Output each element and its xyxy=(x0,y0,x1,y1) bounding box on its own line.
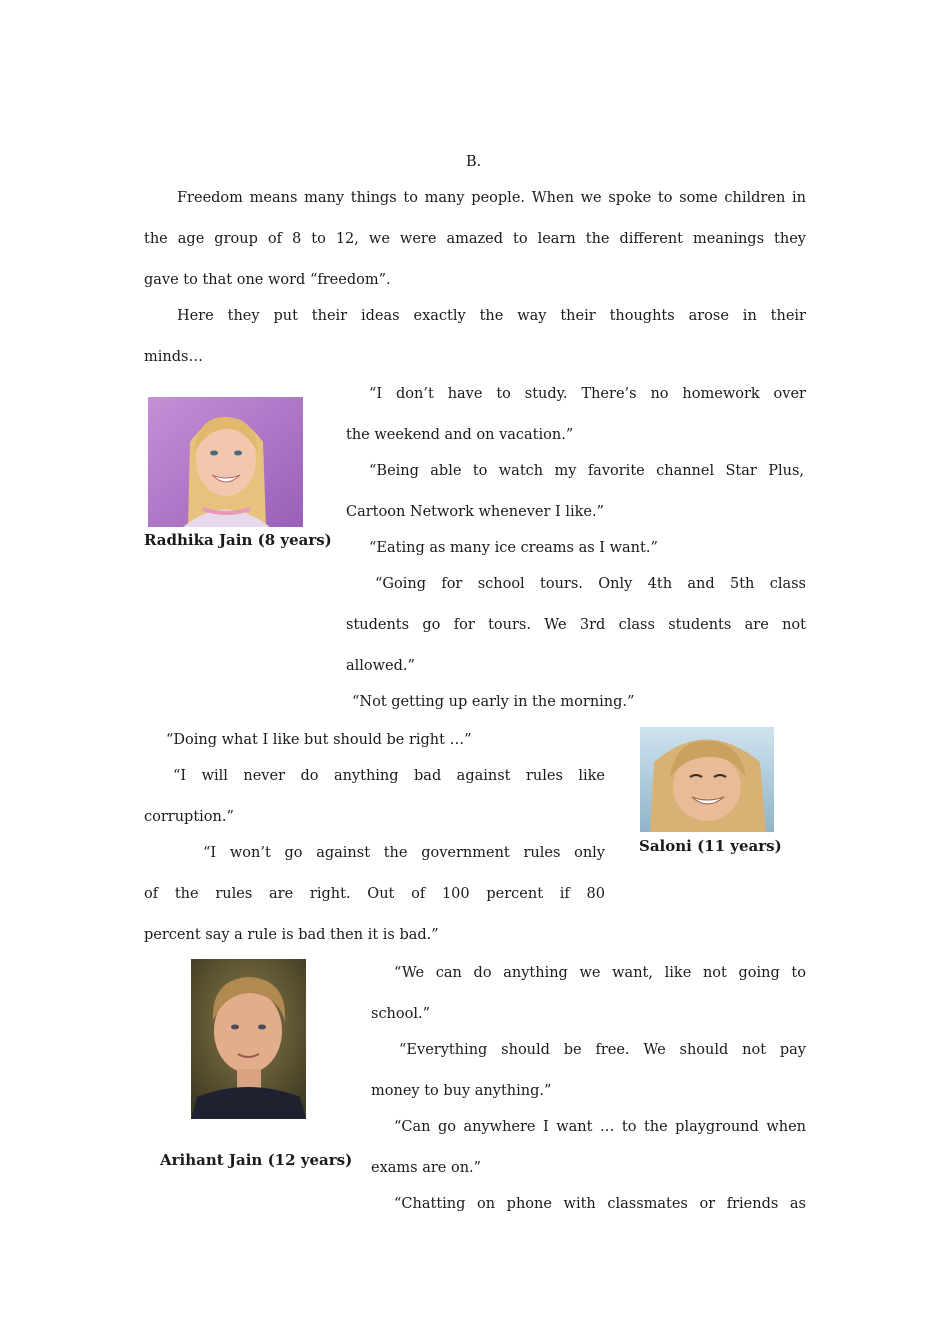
section-heading: B. xyxy=(466,154,482,170)
radhika-quote-line: students go for tours. We 3rd class students are not xyxy=(346,617,806,633)
intro-line: Freedom means many things to many people. When we spoke to some children in xyxy=(177,190,806,206)
intro-line: minds… xyxy=(144,349,203,365)
arihant-photo xyxy=(191,959,306,1119)
arihant-quote-line: “We can do anything we want, like not going to xyxy=(394,965,806,981)
arihant-caption: Arihant Jain (12 years) xyxy=(160,1151,353,1169)
radhika-quote-line: allowed.” xyxy=(346,658,415,674)
saloni-quote-line: of the rules are right. Out of 100 percent if 80 xyxy=(144,886,605,902)
saloni-caption: Saloni (11 years) xyxy=(639,837,782,855)
saloni-quote-line: percent say a rule is bad then it is bad.” xyxy=(144,927,439,943)
intro-line: the age group of 8 to 12, we were amazed to learn the different meanings they xyxy=(144,231,806,247)
saloni-quote-line: corruption.” xyxy=(144,809,234,825)
intro-line: Here they put their ideas exactly the way their thoughts arose in their xyxy=(177,308,806,324)
radhika-quote-line: “Not getting up early in the morning.” xyxy=(352,694,635,710)
radhika-quote-line: Cartoon Network whenever I like.” xyxy=(346,504,605,520)
arihant-quote-line: “Chatting on phone with classmates or friends as xyxy=(394,1196,806,1212)
radhika-quote-line: “Going for school tours. Only 4th and 5th class xyxy=(375,576,806,592)
arihant-quote-line: money to buy anything.” xyxy=(371,1083,552,1099)
saloni-photo xyxy=(640,727,774,832)
radhika-quote-line: “Eating as many ice creams as I want.” xyxy=(369,540,658,556)
intro-line: gave to that one word “freedom”. xyxy=(144,272,391,288)
radhika-quote-line: the weekend and on vacation.” xyxy=(346,427,574,443)
radhika-photo xyxy=(148,397,303,527)
arihant-quote-line: school.” xyxy=(371,1006,431,1022)
arihant-quote-line: “Everything should be free. We should not pay xyxy=(399,1042,806,1058)
saloni-quote-line: “I won’t go against the government rules only xyxy=(203,845,605,861)
arihant-quote-line: “Can go anywhere I want … to the playground when xyxy=(394,1119,806,1135)
radhika-quote-line: “Being able to watch my favorite channel Star Plus, xyxy=(369,463,804,479)
radhika-quote-line: “I don’t have to study. There’s no homework over xyxy=(369,386,806,402)
saloni-quote-line: “Doing what I like but should be right …” xyxy=(166,732,472,748)
saloni-quote-line: “I will never do anything bad against rules like xyxy=(173,768,605,784)
radhika-caption: Radhika Jain (8 years) xyxy=(144,531,332,549)
arihant-quote-line: exams are on.” xyxy=(371,1160,482,1176)
